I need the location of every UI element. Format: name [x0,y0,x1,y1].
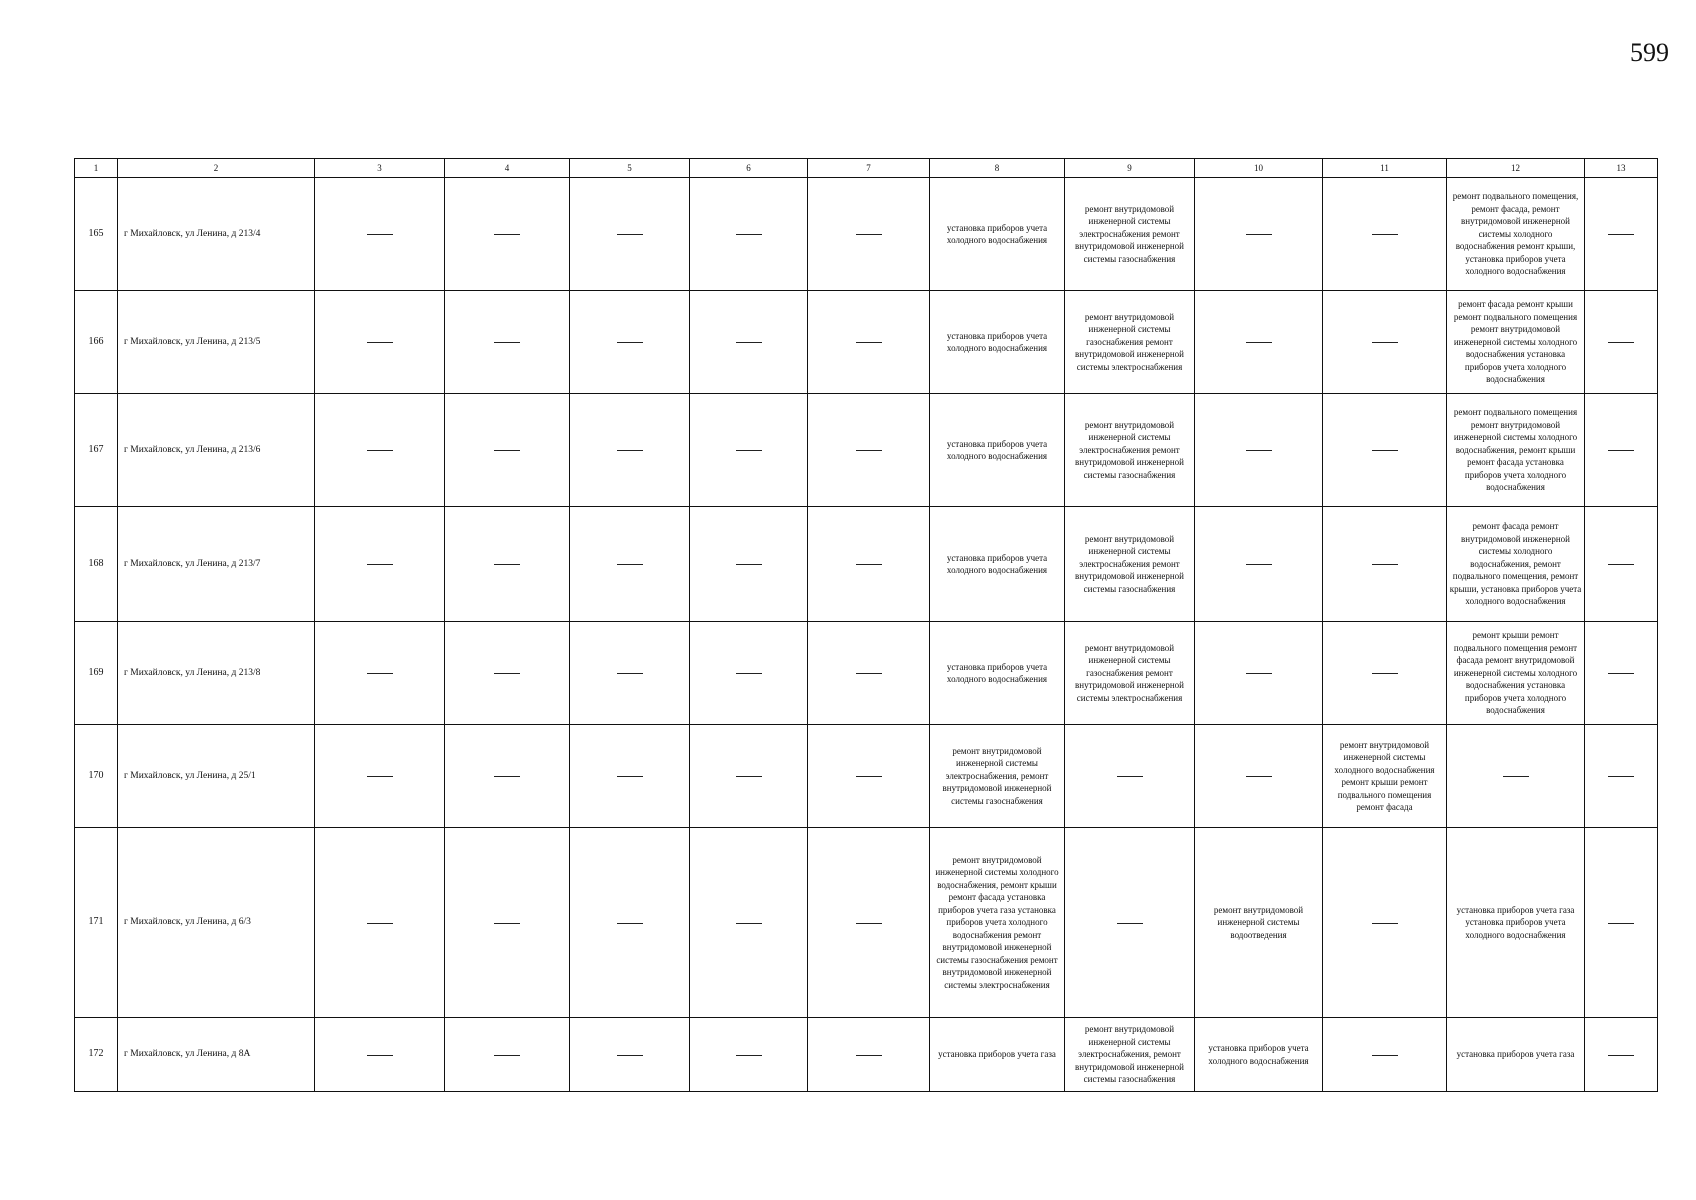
column-header-3: 3 [315,159,445,178]
dash-mark [617,234,643,235]
dash-mark [1608,923,1634,924]
dash-mark [1503,776,1529,777]
empty-cell-c5 [570,725,690,828]
dash-mark [1608,564,1634,565]
address-cell: г Михайловск, ул Ленина, д 6/3 [118,828,315,1018]
dash-mark [367,923,393,924]
address-cell: г Михайловск, ул Ленина, д 213/6 [118,394,315,507]
empty-cell-c3 [315,291,445,394]
empty-cell-c11 [1323,178,1447,291]
empty-cell-c3 [315,178,445,291]
repair-schedule-table [74,158,1658,1092]
empty-cell-c7 [808,1018,930,1092]
column-header-11: 11 [1323,159,1447,178]
empty-cell-c6 [690,394,808,507]
empty-cell-c3 [315,507,445,622]
column-header-10: 10 [1195,159,1323,178]
table-row [75,394,1658,507]
empty-cell-c11 [1323,507,1447,622]
dash-mark [494,923,520,924]
empty-cell-c9 [1065,725,1195,828]
empty-cell-c13 [1585,1018,1658,1092]
empty-cell-c6 [690,725,808,828]
empty-cell-c10 [1195,394,1323,507]
table-row [75,507,1658,622]
work-type-cell-c12: ремонт крыши ремонт подвального помещения ремонт фасада ремонт внутридомовой инженерной системы холодного водоснабжения установка приборов учета холодного водоснабжения [1447,622,1585,725]
empty-cell-c4 [445,291,570,394]
empty-cell-c6 [690,178,808,291]
dash-mark [1246,342,1272,343]
empty-cell-c13 [1585,622,1658,725]
work-type-cell-c8: установка приборов учета холодного водоснабжения [930,291,1065,394]
row-number: 167 [75,394,118,507]
row-number: 169 [75,622,118,725]
dash-mark [1246,234,1272,235]
empty-cell-c4 [445,725,570,828]
dash-mark [1372,1055,1398,1056]
dash-mark [1608,1055,1634,1056]
dash-mark [1372,342,1398,343]
empty-cell-c7 [808,622,930,725]
dash-mark [494,1055,520,1056]
row-number: 170 [75,725,118,828]
column-header-4: 4 [445,159,570,178]
table-row [75,622,1658,725]
empty-cell-c13 [1585,725,1658,828]
dash-mark [617,776,643,777]
empty-cell-c6 [690,507,808,622]
dash-mark [1117,923,1143,924]
empty-cell-c5 [570,291,690,394]
dash-mark [494,673,520,674]
empty-cell-c13 [1585,291,1658,394]
dash-mark [856,342,882,343]
dash-mark [1608,776,1634,777]
dash-mark [736,1055,762,1056]
work-type-cell-c12: ремонт фасада ремонт внутридомовой инженерной системы холодного водоснабжения, ремонт подвального помещения, ремонт крыши, установка приборов учета холодного водоснабжения [1447,507,1585,622]
empty-cell-c11 [1323,291,1447,394]
dash-mark [1608,673,1634,674]
column-header-2: 2 [118,159,315,178]
address-cell: г Михайловск, ул Ленина, д 25/1 [118,725,315,828]
work-type-cell-c8: установка приборов учета холодного водоснабжения [930,622,1065,725]
empty-cell-c11 [1323,394,1447,507]
dash-mark [617,564,643,565]
dash-mark [856,1055,882,1056]
dash-mark [856,776,882,777]
empty-cell-c10 [1195,178,1323,291]
empty-cell-c5 [570,394,690,507]
column-header-5: 5 [570,159,690,178]
dash-mark [1372,923,1398,924]
dash-mark [736,450,762,451]
dash-mark [494,450,520,451]
empty-cell-c4 [445,828,570,1018]
dash-mark [367,450,393,451]
empty-cell-c9 [1065,828,1195,1018]
empty-cell-c10 [1195,507,1323,622]
dash-mark [617,450,643,451]
dash-mark [494,776,520,777]
dash-mark [494,342,520,343]
empty-cell-c6 [690,1018,808,1092]
work-type-cell-c9: ремонт внутридомовой инженерной системы газоснабжения ремонт внутридомовой инженерной системы электроснабжения [1065,622,1195,725]
row-number: 166 [75,291,118,394]
work-type-cell-c8: ремонт внутридомовой инженерной системы холодного водоснабжения, ремонт крыши ремонт фасада установка приборов учета газа установка приборов учета холодного водоснабжения ремонт внутридомовой инженерной системы газоснабжения ремонт внутридомовой инженерной системы электроснабжения [930,828,1065,1018]
dash-mark [617,923,643,924]
empty-cell-c13 [1585,828,1658,1018]
dash-mark [617,342,643,343]
empty-cell-c6 [690,828,808,1018]
dash-mark [1608,234,1634,235]
column-header-8: 8 [930,159,1065,178]
work-type-cell-c9: ремонт внутридомовой инженерной системы газоснабжения ремонт внутридомовой инженерной системы электроснабжения [1065,291,1195,394]
table-row [75,178,1658,291]
work-type-cell-c12: ремонт фасада ремонт крыши ремонт подвального помещения ремонт внутридомовой инженерной системы холодного водоснабжения установка приборов учета холодного водоснабжения [1447,291,1585,394]
dash-mark [367,342,393,343]
dash-mark [736,342,762,343]
work-type-cell-c10: установка приборов учета холодного водоснабжения [1195,1018,1323,1092]
table-row [75,725,1658,828]
row-number: 171 [75,828,118,1018]
row-number: 168 [75,507,118,622]
dash-mark [1608,450,1634,451]
column-header-13: 13 [1585,159,1658,178]
dash-mark [856,450,882,451]
dash-mark [1372,234,1398,235]
dash-mark [617,1055,643,1056]
dash-mark [736,234,762,235]
dash-mark [1372,450,1398,451]
address-cell: г Михайловск, ул Ленина, д 213/5 [118,291,315,394]
address-cell: г Михайловск, ул Ленина, д 213/7 [118,507,315,622]
work-type-cell-c8: ремонт внутридомовой инженерной системы электроснабжения, ремонт внутридомовой инженерной системы газоснабжения [930,725,1065,828]
empty-cell-c13 [1585,507,1658,622]
empty-cell-c4 [445,394,570,507]
empty-cell-c4 [445,1018,570,1092]
dash-mark [617,673,643,674]
empty-cell-c13 [1585,394,1658,507]
empty-cell-c3 [315,1018,445,1092]
dash-mark [494,564,520,565]
dash-mark [1608,342,1634,343]
dash-mark [856,673,882,674]
column-header-12: 12 [1447,159,1585,178]
table-row [75,1018,1658,1092]
empty-cell-c7 [808,725,930,828]
empty-cell-c7 [808,828,930,1018]
empty-cell-c3 [315,622,445,725]
empty-cell-c11 [1323,828,1447,1018]
work-type-cell-c9: ремонт внутридомовой инженерной системы электроснабжения ремонт внутридомовой инженерной системы газоснабжения [1065,507,1195,622]
work-type-cell-c12: ремонт подвального помещения, ремонт фасада, ремонт внутридомовой инженерной системы холодного водоснабжения ремонт крыши, установка приборов учета холодного водоснабжения [1447,178,1585,291]
empty-cell-c11 [1323,622,1447,725]
work-type-cell-c11: ремонт внутридомовой инженерной системы холодного водоснабжения ремонт крыши ремонт подвального помещения ремонт фасада [1323,725,1447,828]
row-number: 165 [75,178,118,291]
dash-mark [736,923,762,924]
work-type-cell-c12: установка приборов учета газа установка приборов учета холодного водоснабжения [1447,828,1585,1018]
dash-mark [1372,673,1398,674]
empty-cell-c4 [445,507,570,622]
dash-mark [1117,776,1143,777]
dash-mark [1246,450,1272,451]
empty-cell-c7 [808,178,930,291]
dash-mark [856,564,882,565]
dash-mark [367,776,393,777]
work-type-cell-c12: ремонт подвального помещения ремонт внутридомовой инженерной системы холодного водоснабжения, ремонт крыши ремонт фасада установка приборов учета холодного водоснабжения [1447,394,1585,507]
dash-mark [367,673,393,674]
dash-mark [736,564,762,565]
empty-cell-c10 [1195,291,1323,394]
page-number: 599 [1630,38,1669,67]
empty-cell-c6 [690,622,808,725]
dash-mark [856,923,882,924]
dash-mark [736,776,762,777]
empty-cell-c5 [570,622,690,725]
empty-cell-c3 [315,828,445,1018]
table-body [75,178,1658,1092]
work-type-cell-c12: установка приборов учета газа [1447,1018,1585,1092]
work-type-cell-c9: ремонт внутридомовой инженерной системы электроснабжения, ремонт внутридомовой инженерной системы газоснабжения [1065,1018,1195,1092]
address-cell: г Михайловск, ул Ленина, д 213/4 [118,178,315,291]
column-header-6: 6 [690,159,808,178]
empty-cell-c7 [808,507,930,622]
column-header-7: 7 [808,159,930,178]
column-number-header [75,159,1658,178]
empty-cell-c6 [690,291,808,394]
empty-cell-c11 [1323,1018,1447,1092]
dash-mark [367,1055,393,1056]
empty-cell-c10 [1195,725,1323,828]
dash-mark [856,234,882,235]
address-cell: г Михайловск, ул Ленина, д 8А [118,1018,315,1092]
dash-mark [1246,776,1272,777]
column-header-1: 1 [75,159,118,178]
dash-mark [736,673,762,674]
empty-cell-c7 [808,394,930,507]
work-type-cell-c9: ремонт внутридомовой инженерной системы электроснабжения ремонт внутридомовой инженерной системы газоснабжения [1065,178,1195,291]
empty-cell-c5 [570,507,690,622]
work-type-cell-c8: установка приборов учета газа [930,1018,1065,1092]
work-type-cell-c8: установка приборов учета холодного водоснабжения [930,178,1065,291]
column-header-9: 9 [1065,159,1195,178]
dash-mark [367,234,393,235]
empty-cell-c3 [315,394,445,507]
dash-mark [367,564,393,565]
empty-cell-c7 [808,291,930,394]
dash-mark [494,234,520,235]
dash-mark [1246,673,1272,674]
empty-cell-c13 [1585,178,1658,291]
empty-cell-c12 [1447,725,1585,828]
empty-cell-c3 [315,725,445,828]
empty-cell-c4 [445,622,570,725]
empty-cell-c4 [445,178,570,291]
empty-cell-c5 [570,178,690,291]
work-type-cell-c8: установка приборов учета холодного водоснабжения [930,394,1065,507]
row-number: 172 [75,1018,118,1092]
empty-cell-c5 [570,828,690,1018]
work-type-cell-c8: установка приборов учета холодного водоснабжения [930,507,1065,622]
work-type-cell-c10: ремонт внутридомовой инженерной системы водоотведения [1195,828,1323,1018]
empty-cell-c5 [570,1018,690,1092]
work-type-cell-c9: ремонт внутридомовой инженерной системы электроснабжения ремонт внутридомовой инженерной системы газоснабжения [1065,394,1195,507]
address-cell: г Михайловск, ул Ленина, д 213/8 [118,622,315,725]
table-row [75,291,1658,394]
table-row [75,828,1658,1018]
empty-cell-c10 [1195,622,1323,725]
dash-mark [1246,564,1272,565]
dash-mark [1372,564,1398,565]
